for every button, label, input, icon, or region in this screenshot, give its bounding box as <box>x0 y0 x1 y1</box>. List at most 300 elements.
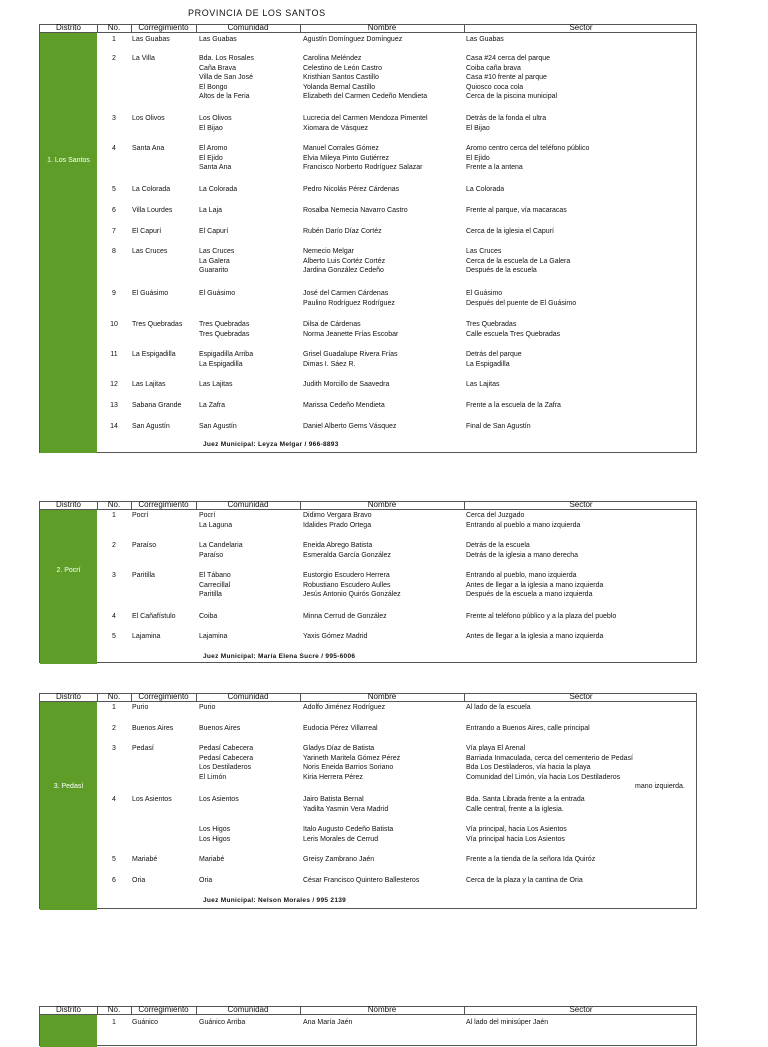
nombre-cell-line: Ana María Jaén <box>303 1019 353 1026</box>
nombre-cell-line: Dimas I. Sáez R. <box>303 360 356 368</box>
comunidad-cell-line: Pocrí <box>199 512 216 519</box>
nombre-cell-line: Minna Cerrud de González <box>303 613 387 620</box>
header-divider <box>196 25 197 33</box>
nombre-cell-line: Nemecio Melgar <box>303 248 354 255</box>
comunidad-cell <box>199 144 231 173</box>
row-number: 2 <box>112 725 116 732</box>
sector-cell-line: Bda. Santa Librada frente a la entrada <box>466 796 585 803</box>
nombre-cell-line: Alberto Luis Cortéz Cortéz <box>303 257 386 265</box>
comunidad-cell-line: Las Lajitas <box>199 381 233 388</box>
header-comunidad: Comunidad <box>227 23 269 32</box>
nombre-cell-line: Rosalba Nemecia Navarro Castro <box>303 207 408 214</box>
nombre-cell-line: Greisy Zambrano Jaén <box>303 856 375 863</box>
district-label: 3. Pedasí <box>53 783 84 790</box>
comunidad-cell-line: Los Higos <box>199 835 231 843</box>
nombre-cell <box>303 380 389 390</box>
comunidad-cell <box>199 511 232 530</box>
nombre-cell-line: Esmeralda García González <box>303 551 391 559</box>
sector-cell-line: La Espigadilla <box>466 360 510 368</box>
district-table <box>39 24 697 453</box>
sector-cell <box>466 380 499 390</box>
corregimiento-cell: Purio <box>132 704 149 711</box>
sector-cell-line: Final de San Agustín <box>466 423 531 430</box>
header-distrito: Distrito <box>56 1005 81 1014</box>
row-number: 1 <box>112 1019 116 1026</box>
comunidad-cell-line: El Aromo <box>199 145 228 152</box>
table-header <box>40 1007 696 1015</box>
nombre-cell <box>303 247 385 276</box>
header-divider <box>464 502 465 510</box>
comunidad-cell <box>199 401 225 411</box>
nombre-cell <box>303 422 396 432</box>
sector-cell-line: Cerca del Juzgado <box>466 512 525 519</box>
comunidad-cell-line: Purio <box>199 704 216 711</box>
comunidad-cell-line: Los Destiladeros <box>199 764 252 772</box>
nombre-cell <box>303 744 400 782</box>
comunidad-cell <box>199 247 234 276</box>
nombre-cell-line: Judith Morcillo de Saavedra <box>303 381 390 388</box>
nombre-cell-line: Grisel Guadalupe Rivera Frías <box>303 351 398 358</box>
header-corregimiento: Corregimiento <box>138 692 189 701</box>
nombre-cell-line: Robustiano Escudero Aulles <box>303 581 391 589</box>
nombre-cell <box>303 724 378 734</box>
row-number: 11 <box>110 351 118 358</box>
nombre-cell-line: Manuel Corrales Gómez <box>303 145 379 152</box>
header-corregimiento: Corregimiento <box>138 23 189 32</box>
corregimiento-cell: Lajamina <box>132 633 161 640</box>
sector-cell <box>466 795 585 814</box>
header-divider <box>196 694 197 702</box>
corregimiento-cell: Las Cruces <box>132 248 168 255</box>
header-sector: Sector <box>569 1005 593 1014</box>
comunidad-cell-line: Las Guabas <box>199 36 237 43</box>
corregimiento-cell: El Capurí <box>132 228 162 235</box>
sector-cell <box>466 227 554 237</box>
sector-cell <box>466 855 595 865</box>
nombre-cell-line: Jesús Antonio Quirós González <box>303 591 401 599</box>
row-number: 5 <box>112 186 116 193</box>
header-divider <box>131 502 132 510</box>
nombre-cell <box>303 54 427 102</box>
row-number: 3 <box>112 745 116 752</box>
comunidad-cell <box>199 227 228 237</box>
nombre-cell-line: Pedro Nicolás Pérez Cárdenas <box>303 186 400 193</box>
table-header <box>40 25 696 33</box>
comunidad-cell <box>199 422 237 432</box>
header-nombre: Nombre <box>367 1005 397 1014</box>
district-table <box>39 501 697 663</box>
sector-cell <box>466 289 576 308</box>
sector-cell-line: Frente a la antena <box>466 164 523 172</box>
table-header <box>40 694 696 702</box>
comunidad-cell <box>199 632 227 642</box>
comunidad-cell-line: Altos de la Feria <box>199 93 250 101</box>
sector-cell-line: Detrás del parque <box>466 351 522 358</box>
row-number: 4 <box>112 145 116 152</box>
header-sector: Sector <box>569 692 593 701</box>
header-divider <box>97 502 98 510</box>
row-number: 13 <box>110 402 118 409</box>
row-number: 1 <box>112 512 116 519</box>
sector-cell-line: Detrás de la escuela <box>466 542 530 549</box>
comunidad-cell <box>199 795 239 805</box>
comunidad-cell-line: El Ejido <box>199 154 223 162</box>
corregimiento-cell: Las Lajitas <box>132 381 166 388</box>
table-header <box>40 502 696 510</box>
sector-cell-line: Cerca de la iglesia el Capurí <box>466 228 554 235</box>
sector-cell <box>466 632 603 642</box>
comunidad-cell-line: Los Olivos <box>199 115 232 122</box>
comunidad-cell <box>199 206 222 216</box>
comunidad-cell <box>199 114 232 133</box>
nombre-cell-line: Italo Augusto Cedeño Batista <box>303 826 394 833</box>
comunidad-cell-line: El Bijao <box>199 124 223 132</box>
row-number: 4 <box>112 796 116 803</box>
row-number: 2 <box>112 55 116 62</box>
header-divider <box>131 25 132 33</box>
sector-cell-line: Cerca de la plaza y la cantina de Oria <box>466 877 583 884</box>
sector-cell-line: Antes de llegar a la iglesia a mano izquierda <box>466 633 604 640</box>
sector-cell-line: Las Lajitas <box>466 381 500 388</box>
sector-cell <box>466 54 557 102</box>
sector-cell <box>466 185 504 195</box>
sector-cell <box>466 724 590 734</box>
nombre-cell-line: Eudocia Pérez Villarreal <box>303 725 378 732</box>
corregimiento-cell: Villa Lourdes <box>132 207 173 214</box>
row-number: 14 <box>110 423 118 430</box>
page-title: PROVINCIA DE LOS SANTOS <box>188 8 326 18</box>
sector-cell-line: Detrás de la iglesia a mano derecha <box>466 551 579 559</box>
corregimiento-cell: La Villa <box>132 55 155 62</box>
sector-cell-line: Quiosco coca cola <box>466 83 524 91</box>
nombre-cell-line: Adolfo Jiménez Rodríguez <box>303 704 386 711</box>
header-divider <box>97 694 98 702</box>
row-number: 1 <box>112 36 116 43</box>
nombre-cell-line: Celestino de León Castro <box>303 64 382 72</box>
sector-cell-line: Comunidad del Limón, vía hacia Los Destiladeros <box>466 773 621 781</box>
nombre-cell <box>303 855 374 865</box>
sector-cell-line: Entrando al pueblo, mano izquierda <box>466 572 577 579</box>
header-divider <box>300 502 301 510</box>
row-number: 8 <box>112 248 116 255</box>
juez-municipal: Juez Municipal: María Elena Sucre / 995-6006 <box>203 653 356 660</box>
header-nombre: Nombre <box>367 500 397 509</box>
comunidad-cell-line: Tres Quebradas <box>199 321 250 328</box>
nombre-cell-line: Noris Eneida Barrios Soriano <box>303 764 394 772</box>
header-comunidad: Comunidad <box>227 500 269 509</box>
sector-cell <box>466 35 504 45</box>
header-sector: Sector <box>569 500 593 509</box>
nombre-cell-line: Dilsa de Cárdenas <box>303 321 361 328</box>
header-divider <box>464 25 465 33</box>
corregimiento-cell: Los Olivos <box>132 115 165 122</box>
row-number: 6 <box>112 877 116 884</box>
comunidad-cell <box>199 380 232 390</box>
nombre-cell-line: César Francisco Quintero Ballesteros <box>303 877 420 884</box>
nombre-cell-line: Didimo Vergara Bravo <box>303 512 372 519</box>
district-label: 2. Pocrí <box>56 567 81 574</box>
sector-cell-line: Vía principal, hacia Los Asientos <box>466 826 567 833</box>
sector-cell-line: Vía principal hacia Los Asientos <box>466 835 565 843</box>
comunidad-cell-line: Carrecillal <box>199 581 231 589</box>
corregimiento-cell: Tres Quebradas <box>132 321 183 328</box>
header-divider <box>131 1007 132 1015</box>
comunidad-cell-line: Las Cruces <box>199 248 235 255</box>
sector-cell-line: El Bijao <box>466 124 490 132</box>
corregimiento-cell: Oria <box>132 877 146 884</box>
nombre-cell <box>303 320 398 339</box>
sector-cell <box>466 114 546 133</box>
corregimiento-cell: La Espigadilla <box>132 351 176 358</box>
comunidad-cell <box>199 571 231 600</box>
comunidad-cell-line: Guánico Arriba <box>199 1019 246 1026</box>
header-divider <box>464 1007 465 1015</box>
header-divider <box>196 1007 197 1015</box>
sector-cell-line: Casa #10 frente al parque <box>466 74 547 82</box>
comunidad-cell <box>199 724 240 734</box>
sector-cell-line: Calle central, frente a la iglesia. <box>466 805 564 813</box>
nombre-cell-line: Carolina Meléndez <box>303 55 362 62</box>
juez-municipal: Juez Municipal: Nelson Morales / 995 2139 <box>203 897 347 904</box>
comunidad-cell-line: Santa Ana <box>199 164 232 172</box>
row-number: 3 <box>112 572 116 579</box>
sector-cell-line: Aromo centro cerca del teléfono público <box>466 145 590 152</box>
sector-cell-line: Frente al parque, vía macaracas <box>466 207 567 214</box>
nombre-cell-line: Norma Jeanette Frías Escobar <box>303 330 399 338</box>
comunidad-cell <box>199 541 243 560</box>
header-divider <box>196 502 197 510</box>
sector-cell-line: Cerca de la piscina municipal <box>466 93 558 101</box>
nombre-cell <box>303 825 393 844</box>
header-distrito: Distrito <box>56 23 81 32</box>
sector-cell <box>466 612 616 622</box>
sector-cell <box>466 401 561 411</box>
corregimiento-cell: Paritilla <box>132 572 155 579</box>
nombre-cell <box>303 350 398 369</box>
sector-cell-line: Tres Quebradas <box>466 321 517 328</box>
nombre-cell <box>303 511 371 530</box>
nombre-cell-line: Paulino Rodríguez Rodríguez <box>303 299 395 307</box>
comunidad-cell <box>199 35 237 45</box>
nombre-cell <box>303 185 399 195</box>
header-divider <box>97 1007 98 1015</box>
sector-cell <box>466 350 522 369</box>
comunidad-cell-line: El Guásimo <box>199 290 236 297</box>
sector-cell-line: Calle escuela Tres Quebradas <box>466 330 561 338</box>
nombre-cell-line: Daniel Alberto Gems Vásquez <box>303 423 397 430</box>
nombre-cell-line: Rubén Darío Díaz Cortéz <box>303 228 382 235</box>
sector-cell-line: El Guásimo <box>466 290 503 297</box>
header-corregimiento: Corregimiento <box>138 500 189 509</box>
sector-cell <box>466 876 583 886</box>
corregimiento-cell: San Agustín <box>132 423 170 430</box>
header-no: No. <box>107 692 121 701</box>
nombre-cell-line: Eneida Abrego Batista <box>303 542 373 549</box>
corregimiento-cell: Santa Ana <box>132 145 165 152</box>
sector-cell <box>466 144 589 173</box>
nombre-cell-line: Jardina González Cedeño <box>303 267 384 275</box>
nombre-cell-line: Leris Morales de Cerrud <box>303 835 379 843</box>
comunidad-cell <box>199 350 253 369</box>
nombre-cell <box>303 114 428 133</box>
header-comunidad: Comunidad <box>227 692 269 701</box>
sector-cell-line: Entrando al pueblo a mano izquierda <box>466 521 581 529</box>
sector-cell <box>466 825 567 844</box>
comunidad-cell-line: Bda. Los Rosales <box>199 55 254 62</box>
nombre-cell <box>303 612 387 622</box>
corregimiento-cell: El Guásimo <box>132 290 169 297</box>
sector-cell-line: Frente a la tienda de la señora Ida Quiróz <box>466 856 596 863</box>
row-number: 7 <box>112 228 116 235</box>
nombre-cell-line: Jairo Batista Bernal <box>303 796 364 803</box>
sector-cell <box>466 511 580 530</box>
comunidad-cell-line: Tres Quebradas <box>199 330 250 338</box>
sector-cell-line: Antes de llegar a la iglesia a mano izquierda <box>466 581 604 589</box>
comunidad-cell-line: El Capurí <box>199 228 229 235</box>
sector-cell-line: Vía playa El Arenal <box>466 745 526 752</box>
header-divider <box>300 25 301 33</box>
comunidad-cell-line: Lajamina <box>199 633 228 640</box>
nombre-cell <box>303 401 385 411</box>
nombre-cell <box>303 35 402 45</box>
comunidad-cell-line: Los Asientos <box>199 796 239 803</box>
corregimiento-cell: Mariabé <box>132 856 158 863</box>
nombre-cell <box>303 795 388 814</box>
comunidad-cell-line: La Laja <box>199 207 222 214</box>
row-number: 2 <box>112 542 116 549</box>
comunidad-cell-line: La Galera <box>199 257 230 265</box>
nombre-cell-line: Francisco Norberto Rodríguez Salazar <box>303 164 423 172</box>
corregimiento-cell: Sabana Grande <box>132 402 182 409</box>
row-number: 6 <box>112 207 116 214</box>
nombre-cell <box>303 227 382 237</box>
sector-cell-line: Bda Los Destiladeros, vía hacia la playa <box>466 764 591 772</box>
comunidad-cell-line: El Tábano <box>199 572 231 579</box>
sector-cell <box>466 422 531 432</box>
comunidad-cell <box>199 1018 245 1028</box>
row-number: 5 <box>112 633 116 640</box>
row-number: 9 <box>112 290 116 297</box>
header-divider <box>464 694 465 702</box>
header-sector: Sector <box>569 23 593 32</box>
header-divider <box>131 694 132 702</box>
comunidad-cell-line: Pedasí Cabecera <box>199 754 254 762</box>
sector-cell-line: Después de la escuela <box>466 267 537 275</box>
nombre-cell <box>303 206 408 216</box>
comunidad-cell-line: Coiba <box>199 613 218 620</box>
nombre-cell <box>303 632 367 642</box>
sector-cell-line: Barriada Inmaculada, cerca del cementerio de Pedasí <box>466 754 633 762</box>
comunidad-cell <box>199 54 254 102</box>
sector-cell-line: Coiba caña brava <box>466 64 521 72</box>
row-number: 10 <box>110 321 118 328</box>
corregimiento-cell: Pocrí <box>132 512 149 519</box>
nombre-cell-line: Elizabeth del Carmen Cedeño Mendieta <box>303 93 428 101</box>
nombre-cell <box>303 571 401 600</box>
sector-cell-line: Al lado de la escuela <box>466 704 531 711</box>
comunidad-cell-line: Oria <box>199 877 213 884</box>
comunidad-cell-line: La Candelaria <box>199 542 243 549</box>
corregimiento-cell: La Colorada <box>132 186 171 193</box>
row-number: 12 <box>110 381 118 388</box>
district-table <box>39 1006 697 1046</box>
corregimiento-cell: El Cañafístulo <box>132 613 176 620</box>
sector-cell <box>466 320 560 339</box>
comunidad-cell-line: La Colorada <box>199 186 238 193</box>
sector-cell <box>466 571 603 600</box>
corregimiento-cell: Buenos Aires <box>132 725 174 732</box>
sector-cell <box>466 703 531 713</box>
district-cell <box>40 510 97 664</box>
comunidad-cell <box>199 703 215 713</box>
sector-cell <box>466 541 578 560</box>
comunidad-cell <box>199 612 217 622</box>
nombre-cell-line: Marissa Cedeño Mendieta <box>303 402 385 409</box>
sector-cell-line: Después del puente de El Guásimo <box>466 299 577 307</box>
nombre-cell-line: Gladys Díaz de Batista <box>303 745 375 752</box>
sector-cell-line: Casa #24 cerca del parque <box>466 55 551 62</box>
corregimiento-cell: Paraíso <box>132 542 157 549</box>
header-divider <box>97 25 98 33</box>
comunidad-cell-line: Mariabé <box>199 856 225 863</box>
district-label: 1. Los Santos <box>47 157 90 164</box>
comunidad-cell-line: Buenos Aires <box>199 725 241 732</box>
comunidad-cell-line: Los Higos <box>199 826 231 833</box>
sector-cell <box>466 1018 548 1028</box>
nombre-cell-line: Yolanda Bernal Castillo <box>303 83 376 91</box>
comunidad-cell-line: La Zafra <box>199 402 226 409</box>
header-nombre: Nombre <box>367 692 397 701</box>
header-no: No. <box>107 1005 121 1014</box>
district-cell <box>40 702 97 910</box>
sector-cell-line: Al lado del minisúper Jaén <box>466 1019 549 1026</box>
row-number: 4 <box>112 613 116 620</box>
header-nombre: Nombre <box>367 23 397 32</box>
nombre-cell-line: Kristhian Santos Castillo <box>303 74 379 82</box>
district-cell <box>40 1015 97 1047</box>
nombre-cell-line: José del Carmen Cárdenas <box>303 290 389 297</box>
header-no: No. <box>107 23 121 32</box>
corregimiento-cell: Los Asientos <box>132 796 172 803</box>
nombre-cell <box>303 1018 352 1028</box>
header-distrito: Distrito <box>56 500 81 509</box>
comunidad-cell-line: Paraíso <box>199 551 224 559</box>
nombre-cell-line: Agustín Domínguez Domínguez <box>303 36 403 43</box>
nombre-cell-line: Yadilta Yasmin Vera Madrid <box>303 805 389 813</box>
corregimiento-cell: Pedasí <box>132 745 154 752</box>
header-corregimiento: Corregimiento <box>138 1005 189 1014</box>
comunidad-cell <box>199 289 235 299</box>
nombre-cell-line: Lucrecia del Carmen Mendoza Pimentel <box>303 115 428 122</box>
corregimiento-cell: Guánico <box>132 1019 159 1026</box>
row-number: 1 <box>112 704 116 711</box>
row-number: 3 <box>112 115 116 122</box>
comunidad-cell <box>199 744 253 782</box>
sector-cell <box>466 206 567 216</box>
sector-extra: mano izquierda. <box>635 783 685 791</box>
comunidad-cell-line: San Agustín <box>199 423 237 430</box>
nombre-cell-line: Xiomara de Vásquez <box>303 124 368 132</box>
comunidad-cell <box>199 876 212 886</box>
row-number: 5 <box>112 856 116 863</box>
comunidad-cell <box>199 185 237 195</box>
juez-municipal: Juez Municipal: Leyza Melgar / 966-8893 <box>203 441 339 448</box>
nombre-cell-line: Eustorgio Escudero Herrera <box>303 572 390 579</box>
comunidad-cell-line: Caña Brava <box>199 64 236 72</box>
sector-cell-line: Entrando a Buenos Aires, calle principal <box>466 725 590 732</box>
comunidad-cell-line: La Laguna <box>199 521 233 529</box>
header-divider <box>300 1007 301 1015</box>
